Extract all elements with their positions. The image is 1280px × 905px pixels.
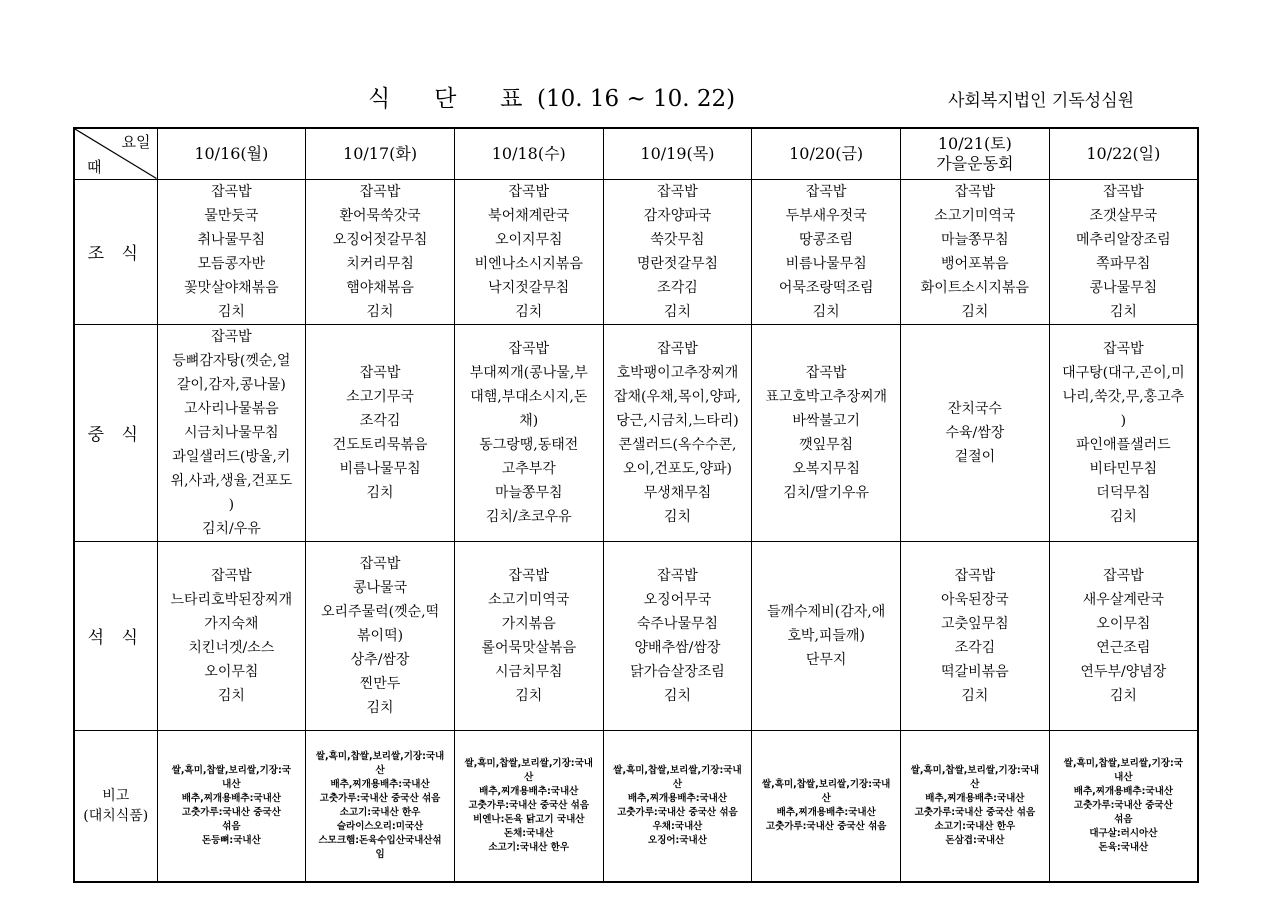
menu-item: 명란젓갈무침 xyxy=(636,255,719,272)
menu-item: 김치 xyxy=(366,303,394,320)
menu-item: 콩나물국 xyxy=(353,579,408,596)
menu-item: 잔치국수 xyxy=(947,400,1002,417)
menu-item: 연두부/양념장 xyxy=(1080,663,1167,680)
menu-cell xyxy=(1049,324,1198,541)
menu-item: 잡곡밥 xyxy=(657,340,698,357)
origin-note-line: 산 xyxy=(524,771,534,783)
day-date: 10/17(화) xyxy=(343,143,418,163)
day-header xyxy=(901,128,1050,179)
menu-item: 무생채무침 xyxy=(643,484,712,501)
menu-cell xyxy=(306,179,455,324)
menu-item: ) xyxy=(1120,412,1127,429)
menu-item: 비름나물무침 xyxy=(785,255,867,272)
origin-note-line: 쌀,흑미,찹쌀,보리쌀,기장:국내 xyxy=(910,764,1040,776)
menu-item: 닭가슴살장조림 xyxy=(630,663,725,680)
menu-item: 비타민무침 xyxy=(1089,460,1158,477)
origin-note-line: 임 xyxy=(375,848,385,860)
origin-note-line: 산 xyxy=(375,764,385,776)
menu-item: 김치 xyxy=(961,303,989,320)
menu-item: 겉절이 xyxy=(954,448,996,465)
origin-note-line: 배추,찌개용배추:국내산 xyxy=(181,792,281,804)
menu-cell xyxy=(603,541,752,730)
menu-item: 김치 xyxy=(366,484,394,501)
meal-row-dinner xyxy=(74,541,1198,730)
menu-item: 김치 xyxy=(515,303,543,320)
menu-item: 상추/쌈장 xyxy=(350,651,410,668)
origin-note-line: 쌀,흑미,찹쌀,보리쌀,기장:국내 xyxy=(315,750,445,762)
menu-item: 위,사과,생율,건포도 xyxy=(170,472,293,489)
menu-item: 오복지무침 xyxy=(792,460,860,477)
day-header xyxy=(454,128,603,179)
day-date: 10/19(목) xyxy=(640,143,715,163)
day-date: 10/21(토) xyxy=(937,133,1012,153)
menu-item: 채) xyxy=(519,412,539,429)
menu-item: 느타리호박된장찌개 xyxy=(170,591,293,608)
menu-item: 들깨수제비(감자,애 xyxy=(767,603,886,620)
menu-item: 환어묵쑥갓국 xyxy=(339,207,421,224)
menu-cell xyxy=(454,324,603,541)
menu-item: 아욱된장국 xyxy=(941,591,1009,608)
menu-item: 과일샐러드(방울,키 xyxy=(172,448,291,465)
menu-item: 마늘쫑무침 xyxy=(941,231,1009,248)
menu-cell xyxy=(454,541,603,730)
menu-item: 잡곡밥 xyxy=(508,183,550,200)
origin-note-line: 고춧가루:국내산 중국산 섞음 xyxy=(468,799,590,811)
origin-note-line: 오징어:국내산 xyxy=(648,834,707,846)
menu-cell xyxy=(306,541,455,730)
menu-item: 갈이,감자,콩나물) xyxy=(176,376,286,393)
menu-item: 대구탕(대구,곤이,미 xyxy=(1062,364,1185,381)
day-header xyxy=(603,128,752,179)
origin-note-line: 소고기:국내산 한우 xyxy=(934,820,1016,832)
menu-item: 떡갈비볶음 xyxy=(941,663,1009,680)
menu-item: 비름나물무침 xyxy=(339,460,421,477)
menu-cell xyxy=(1049,179,1198,324)
menu-cell xyxy=(901,324,1050,541)
menu-item: 물만둣국 xyxy=(204,207,259,224)
origin-note-line: 고춧가루:국내산 중국산 섞음 xyxy=(765,820,887,832)
origin-note-line: 돈등뼈:국내산 xyxy=(201,834,261,846)
menu-item: 수육/쌈장 xyxy=(945,424,1005,441)
origin-note-line: 쌀,흑미,찹쌀,보리쌀,기장:국 xyxy=(171,764,291,776)
origin-note-cell xyxy=(1049,730,1198,882)
menu-cell xyxy=(752,324,901,541)
menu-item: 표고호박고추장찌개 xyxy=(765,388,888,405)
menu-item: 볶이떡) xyxy=(357,627,404,644)
origin-note-line: 소고기:국내산 한우 xyxy=(488,841,570,853)
day-event-note: 가을운동회 xyxy=(936,153,1014,173)
menu-item: 잡채(우채,목이,양파, xyxy=(613,388,741,405)
menu-item: 숙주나물무침 xyxy=(636,615,719,632)
menu-item: 소고기미역국 xyxy=(488,591,570,608)
meal-row-lunch xyxy=(74,324,1198,541)
origin-note-line: 고춧가루:국내산 중국산 섞음 xyxy=(914,806,1036,818)
origin-note-line: 산 xyxy=(821,792,831,804)
origin-note-line: 배추,찌개용배추:국내산 xyxy=(1073,785,1173,797)
menu-item: 등뼈감자탕(껫순,얼 xyxy=(172,352,291,369)
menu-item: 잡곡밥 xyxy=(805,364,847,381)
origin-note-line: 우채:국내산 xyxy=(652,820,703,832)
origin-note-line: 대구살:러시아산 xyxy=(1089,827,1158,839)
menu-item: 양배추쌈/쌈장 xyxy=(634,639,721,656)
day-header xyxy=(1049,128,1198,179)
menu-item: 김치 xyxy=(961,687,989,704)
menu-item: 오이무침 xyxy=(1096,615,1151,632)
menu-item: 콘샐러드(옥수수콘, xyxy=(618,436,737,453)
origin-note-line: 배추,찌개용배추:국내산 xyxy=(330,778,430,790)
menu-item: 건도토리묵볶음 xyxy=(332,436,428,453)
menu-item: 북어채계란국 xyxy=(488,207,570,224)
menu-item: 김치/딸기우유 xyxy=(783,484,870,501)
menu-item: 김치/초코우유 xyxy=(485,508,572,525)
origin-note-line: 배추,찌개용배추:국내산 xyxy=(776,806,876,818)
menu-item: 모듬콩자반 xyxy=(197,255,266,272)
menu-item: 잡곡밥 xyxy=(954,183,996,200)
menu-item: 잡곡밥 xyxy=(805,183,847,200)
origin-note-line: 고춧가루:국내산 중국산 xyxy=(181,806,281,818)
menu-item: 마늘쫑무침 xyxy=(494,484,563,501)
origin-note-line: 섞음 xyxy=(222,820,241,832)
menu-item: 잡곡밥 xyxy=(954,567,996,584)
origin-note-cell xyxy=(752,730,901,882)
origin-note-line: 쌀,흑미,찹쌀,보리쌀,기장:국내 xyxy=(613,764,742,776)
menu-item: 호박팽이고추장찌개 xyxy=(616,364,739,381)
menu-cell xyxy=(901,179,1050,324)
menu-item: 나리,쑥갓,무,홍고추 xyxy=(1062,388,1185,405)
day-date: 10/18(수) xyxy=(491,143,566,163)
menu-item: 취나물무침 xyxy=(197,231,266,248)
menu-item: 김치 xyxy=(1109,303,1137,320)
menu-item: 잡곡밥 xyxy=(211,328,252,345)
menu-item: 고추부각 xyxy=(501,460,556,477)
menu-item: 오징어젓갈무침 xyxy=(332,231,428,248)
menu-item: 오이,건포도,양파) xyxy=(622,460,732,477)
menu-item: 치커리무침 xyxy=(346,255,414,272)
menu-item: 오이지무침 xyxy=(494,231,563,248)
meal-label: 조 식 xyxy=(74,179,157,324)
menu-item: 파인애플샐러드 xyxy=(1076,436,1171,453)
menu-item: 더덕무침 xyxy=(1096,484,1151,501)
menu-item: 김치 xyxy=(217,303,245,320)
menu-item: 시금치무침 xyxy=(494,663,563,680)
origin-note-cell xyxy=(454,730,603,882)
menu-cell xyxy=(454,179,603,324)
day-date: 10/22(일) xyxy=(1086,143,1161,163)
menu-item: 조각김 xyxy=(657,279,698,296)
menu-item: 부대찌개(콩나물,부 xyxy=(469,364,588,381)
day-header xyxy=(157,128,306,179)
menu-item: 잡곡밥 xyxy=(657,567,698,584)
menu-item: 잡곡밥 xyxy=(211,183,252,200)
origin-note-line: 돈삼겹:국내산 xyxy=(945,834,1005,846)
menu-item: 낙지젓갈무침 xyxy=(488,279,570,296)
header-row xyxy=(74,128,1198,179)
menu-item: 쪽파무침 xyxy=(1096,255,1151,272)
meal-label: 석 식 xyxy=(74,541,157,730)
day-header xyxy=(306,128,455,179)
menu-item: 잡곡밥 xyxy=(1103,567,1144,584)
menu-item: 고사리나물볶음 xyxy=(184,400,279,417)
origin-note-line: 내산 xyxy=(222,778,241,790)
origin-note-line: 슬라이스오리:미국산 xyxy=(336,820,424,832)
origin-note-line: 고춧가루:국내산 중국산 섞음 xyxy=(617,806,738,818)
day-date: 10/16(월) xyxy=(194,143,269,163)
menu-item: 치킨너겟/소스 xyxy=(188,639,275,656)
origin-note-cell xyxy=(306,730,455,882)
menu-item: 소고기미역국 xyxy=(934,207,1016,224)
menu-cell xyxy=(901,541,1050,730)
day-header xyxy=(752,128,901,179)
meal-label: 중 식 xyxy=(74,324,157,541)
origin-note-line: 배추,찌개용배추:국내산 xyxy=(925,792,1025,804)
menu-item: 햄야채볶음 xyxy=(346,279,414,296)
menu-item: 시금치나물무침 xyxy=(184,424,279,441)
origin-note-line: 내산 xyxy=(1114,771,1133,783)
menu-item: 고춧잎무침 xyxy=(941,615,1009,632)
menu-item: 잡곡밥 xyxy=(508,567,550,584)
corner-meal-label: 때 xyxy=(87,157,102,176)
corner-day-label: 요일 xyxy=(121,133,151,151)
menu-table xyxy=(73,127,1199,883)
origin-note-line: 배추,찌개용배추:국내산 xyxy=(479,785,579,797)
menu-item: 조각김 xyxy=(954,639,996,656)
menu-item: 동그랑땡,동태전 xyxy=(479,436,579,453)
menu-item: 찐만두 xyxy=(359,675,401,692)
menu-item: 뱅어포볶음 xyxy=(941,255,1009,272)
menu-item: 롤어묵맛살볶음 xyxy=(481,639,577,656)
menu-item: 연근조림 xyxy=(1096,639,1151,656)
origin-note-cell xyxy=(157,730,306,882)
menu-cell xyxy=(157,179,306,324)
menu-item: 김치/우유 xyxy=(201,520,261,537)
organization-name: 사회복지법인 기독성심원 xyxy=(948,91,1135,111)
menu-item: 가지숙채 xyxy=(204,615,259,632)
origin-note-line: 고춧가루:국내산 중국산 섞음 xyxy=(319,792,441,804)
corner-cell xyxy=(74,128,157,179)
menu-item: 감자양파국 xyxy=(643,207,712,224)
meal-label: 비고 (대치식품) xyxy=(74,730,157,882)
menu-item: 메추리알장조림 xyxy=(1076,231,1171,248)
menu-item: 단무지 xyxy=(805,651,847,668)
notes-row xyxy=(74,730,1198,882)
menu-item: 바싹불고기 xyxy=(792,412,860,429)
menu-item: 잡곡밥 xyxy=(1103,340,1144,357)
menu-cell xyxy=(306,324,455,541)
menu-item: 화이트소시지볶음 xyxy=(920,279,1029,296)
menu-cell xyxy=(752,541,901,730)
origin-note-line: 쌀,흑미,찹쌀,보리쌀,기장:국 xyxy=(1063,757,1183,769)
menu-item: 어묵조랑떡조림 xyxy=(778,279,874,296)
menu-item: 오징어무국 xyxy=(643,591,712,608)
menu-item: 땅콩조림 xyxy=(799,231,854,248)
menu-item: 김치 xyxy=(663,687,691,704)
origin-note-line: 비엔나:돈육 닭고기 국내산 xyxy=(473,813,585,825)
menu-item: 김치 xyxy=(366,699,394,716)
menu-item: 조갯살무국 xyxy=(1089,207,1158,224)
menu-item: 김치 xyxy=(217,687,245,704)
menu-item: 김치 xyxy=(812,303,840,320)
menu-item: 비엔나소시지볶음 xyxy=(474,255,583,272)
menu-item: 김치 xyxy=(663,303,691,320)
menu-item: 대햄,부대소시지,돈 xyxy=(470,388,588,405)
menu-cell xyxy=(1049,541,1198,730)
menu-item: 호박,피들깨) xyxy=(787,627,865,644)
menu-item: 김치 xyxy=(1109,508,1137,525)
menu-item: 오이무침 xyxy=(204,663,259,680)
origin-note-cell xyxy=(901,730,1050,882)
menu-item: ) xyxy=(228,496,235,513)
menu-item: 잡곡밥 xyxy=(359,183,401,200)
origin-note-line: 배추,찌개용배추:국내산 xyxy=(627,792,728,804)
menu-item: 김치 xyxy=(1109,687,1137,704)
day-date: 10/20(금) xyxy=(789,143,864,163)
meal-row-breakfast xyxy=(74,179,1198,324)
menu-cell xyxy=(752,179,901,324)
menu-cell xyxy=(603,179,752,324)
origin-note-line: 소고기:국내산 한우 xyxy=(339,806,421,818)
menu-cell xyxy=(157,541,306,730)
menu-item: 콩나물무침 xyxy=(1089,279,1158,296)
menu-item: 김치 xyxy=(663,508,691,525)
menu-item: 잡곡밥 xyxy=(1103,183,1144,200)
menu-item: 소고기무국 xyxy=(346,388,414,405)
origin-note-line: 산 xyxy=(970,778,980,790)
origin-note-line: 산 xyxy=(672,778,683,790)
menu-item: 꽃맛살야채볶음 xyxy=(184,279,279,296)
origin-note-line: 쌀,흑미,찹쌀,보리쌀,기장:국내 xyxy=(464,757,593,769)
menu-item: 김치 xyxy=(515,687,543,704)
menu-item: 오리주물럭(껫순,떡 xyxy=(321,603,440,620)
menu-item: 잡곡밥 xyxy=(657,183,698,200)
origin-note-line: 쌀,흑미,찹쌀,보리쌀,기장:국내 xyxy=(761,778,891,790)
origin-note-line: 고춧가루:국내산 중국산 xyxy=(1073,799,1173,811)
menu-cell xyxy=(157,324,306,541)
origin-note-line: 돈채:국내산 xyxy=(503,827,554,839)
origin-note-line: 돈육:국내산 xyxy=(1098,841,1149,853)
menu-item: 당근,시금치,느타리) xyxy=(616,412,739,429)
menu-item: 두부새우젓국 xyxy=(785,207,867,224)
menu-item: 깻잎무침 xyxy=(799,436,854,453)
origin-note-line: 스모크햄:돈육수입산국내산섞 xyxy=(318,834,442,846)
menu-item: 잡곡밥 xyxy=(359,364,401,381)
origin-note-line: 섞음 xyxy=(1114,813,1133,825)
menu-cell xyxy=(603,324,752,541)
origin-note-cell xyxy=(603,730,752,882)
menu-item: 조각김 xyxy=(359,412,401,429)
menu-item: 잡곡밥 xyxy=(359,555,401,572)
menu-item: 가지볶음 xyxy=(501,615,556,632)
menu-item: 새우살계란국 xyxy=(1082,591,1164,608)
menu-item: 쑥갓무침 xyxy=(650,231,705,248)
menu-item: 잡곡밥 xyxy=(508,340,550,357)
page-title: 식 단 표 (10. 16 ~ 10. 22) xyxy=(368,86,736,112)
menu-item: 잡곡밥 xyxy=(211,567,252,584)
